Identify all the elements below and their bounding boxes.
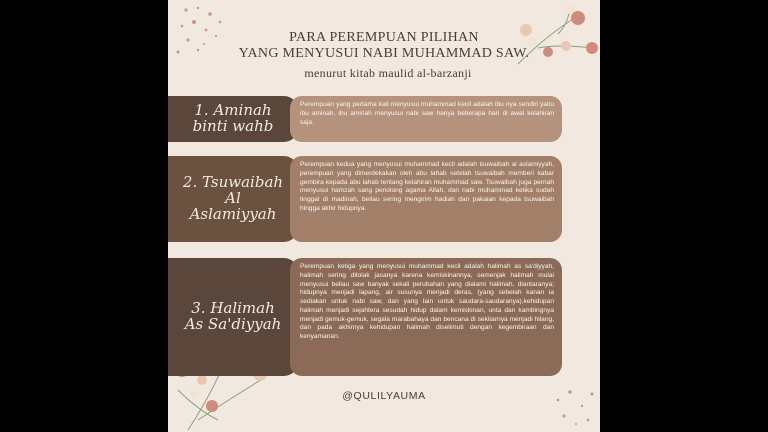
subtitle: menurut kitab maulid al-barzanji [304,66,472,80]
item-description: Perempuan ketiga yang menyusui muhammad kecil adalah halimah as sa'diyyah, halimah sering ditolak jasanya karena kemiskinannya, semenjak halimah mulai menyusui beliau saw banyak sekali perubahan yang dialami halimah, diantaranya; hidupnya menjadi lapang, air susunya menjadi deras, (yang sebelah kanan ia sediakan untuk nabi saw, dan yang lain untuk saudara-saudaranya),kehidupan halimah menjadi sejahtera sesudah hidup dalam kemiskinan, unta dan kambingnya menjadi gemuk-gemuk, segala marabahaya dan bencana di sekitarnya menjadi hilang, dan pada akhirnya kehidupan halimah diselimuti dengan kegembiraan dan kenyamanan. [290,258,562,376]
item-description: Perempuan yang pertama kali menyusui muhammad kecil adalah ibu nya sendiri yaitu ibu aminah, ibu aminah menyusui nabi saw hanya beberapa hari di awal kelahiran saja. [290,96,562,142]
account-handle: @QULILYAUMA [342,390,426,402]
item-name: 1. Aminah binti wahb [168,96,298,142]
item-description: Perempuan kedua yang menyusui muhammad kecil adalah tsuwaibah al aslamiyyah, perempuan yang dimerdekakan oleh abu lahab setelah tsuwaibah memberi kabar gembira kepada abu lahab tentang kelahiran muhammad saw. Tsuwaibah juga pernah menyusui hamzah sang penolong agama Allah, dan nabi muhammad ketika sudah tinggal di madinah, beliau sering mengirim hadiah dan pakaian kepada tsuwaibah hingga akhir hidupnya. [290,156,562,242]
title-line-1: PARA PEREMPUAN PILIHAN [289,30,479,45]
item-name: 3. Halimah As Sa'diyyah [168,258,298,376]
dots-decoration-bottom [548,380,600,432]
item-name: 2. Tsuwaibah Al Aslamiyyah [168,156,298,242]
title-line-2: YANG MENYUSUI NABI MUHAMMAD SAW. [238,46,530,61]
poster [168,0,600,432]
